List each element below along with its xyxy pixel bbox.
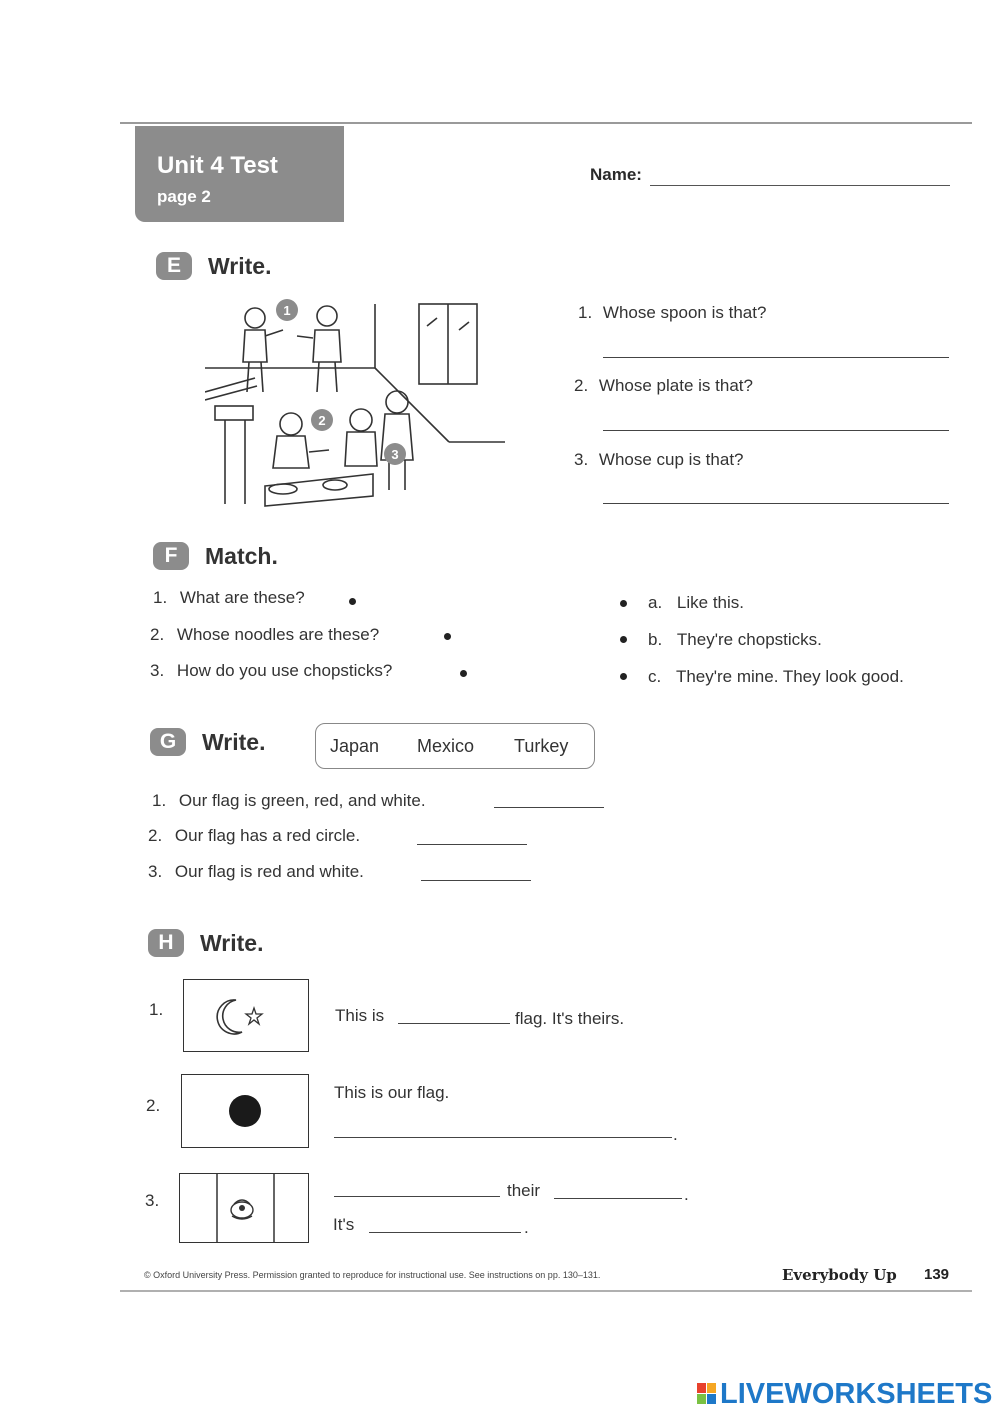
f-right-a bbox=[648, 593, 744, 613]
name-label: Name: bbox=[590, 165, 642, 184]
page-label: page 2 bbox=[157, 187, 211, 206]
g-i3-text: Our flag is red and white. bbox=[174, 862, 364, 881]
crescent-star-icon bbox=[184, 980, 308, 1051]
h-item-3-mid: their bbox=[507, 1181, 541, 1200]
bottom-rule bbox=[120, 1290, 972, 1292]
word-bank bbox=[315, 723, 595, 769]
g-i2-num: 2. bbox=[148, 826, 163, 845]
f-ra-text: Like this. bbox=[676, 593, 745, 612]
section-g-badge: G bbox=[150, 728, 186, 756]
f-l1-text: What are these? bbox=[179, 588, 305, 607]
f-rc-num: c. bbox=[648, 667, 662, 686]
word-japan: Japan bbox=[330, 736, 380, 756]
g-answer-2[interactable] bbox=[417, 844, 527, 845]
f-l3-num: 3. bbox=[150, 661, 165, 680]
word-turkey: Turkey bbox=[514, 736, 569, 756]
g-answer-1[interactable] bbox=[494, 807, 604, 808]
f-rb-text: They're chopsticks. bbox=[676, 630, 822, 649]
f-l3-text: How do you use chopsticks? bbox=[176, 661, 393, 680]
copyright-notice: © Oxford University Press. Permission granted to reproduce for instructional use. See instructions on pp. 130–131. bbox=[144, 1270, 601, 1280]
h-answer-3b[interactable] bbox=[554, 1198, 682, 1199]
h-item-1-post: flag. It's theirs. bbox=[515, 1009, 625, 1028]
e-q1-text: Whose spoon is that? bbox=[602, 303, 767, 322]
word-mexico: Mexico bbox=[417, 736, 475, 756]
e-q2-num: 2. bbox=[574, 376, 589, 395]
mexico-flag bbox=[179, 1173, 309, 1243]
brand-name: Everybody Up bbox=[782, 1266, 897, 1284]
f-l1-num: 1. bbox=[153, 588, 168, 607]
marker-1-label: 1 bbox=[283, 303, 291, 318]
h-answer-3a[interactable] bbox=[334, 1196, 500, 1197]
e-q1-num: 1. bbox=[578, 303, 593, 322]
marker-2-label: 2 bbox=[318, 413, 326, 428]
h-item-3-end: . bbox=[684, 1185, 689, 1204]
h-item-3-num: 3. bbox=[145, 1191, 160, 1210]
liveworksheets-watermark[interactable]: LIVEWORKSHEETS bbox=[720, 1378, 993, 1410]
h-item-3-its: It's bbox=[333, 1215, 355, 1234]
f-right-c-dot[interactable] bbox=[620, 673, 627, 680]
e-question-1 bbox=[578, 303, 766, 323]
g-i1-text: Our flag is green, red, and white. bbox=[178, 791, 426, 810]
name-field[interactable] bbox=[650, 185, 950, 186]
e-q2-text: Whose plate is that? bbox=[598, 376, 753, 395]
section-e-badge: E bbox=[156, 252, 192, 280]
h-answer-3c[interactable] bbox=[369, 1232, 521, 1233]
f-rc-text: They're mine. They look good. bbox=[675, 667, 904, 686]
f-left-1 bbox=[153, 588, 305, 608]
e-question-2 bbox=[574, 376, 753, 396]
red-circle-icon bbox=[182, 1075, 308, 1147]
f-left-1-dot[interactable] bbox=[349, 598, 356, 605]
marker-3-label: 3 bbox=[391, 447, 399, 462]
h-answer-2[interactable] bbox=[334, 1137, 672, 1138]
f-rb-num: b. bbox=[648, 630, 663, 649]
g-answer-3[interactable] bbox=[421, 880, 531, 881]
g-i1-num: 1. bbox=[152, 791, 167, 810]
section-f-badge: F bbox=[153, 542, 189, 570]
g-i3-num: 3. bbox=[148, 862, 163, 881]
liveworksheets-logo-icon bbox=[697, 1383, 717, 1405]
h-answer-1[interactable] bbox=[398, 1023, 510, 1024]
unit-title-box bbox=[135, 126, 344, 222]
top-rule bbox=[120, 122, 972, 124]
e-answer-2[interactable] bbox=[603, 430, 949, 431]
h-item-3-its-end: . bbox=[524, 1218, 529, 1237]
unit-title: Unit 4 Test bbox=[157, 152, 278, 179]
g-item-3 bbox=[148, 862, 364, 882]
e-answer-1[interactable] bbox=[603, 357, 949, 358]
japan-flag bbox=[181, 1074, 309, 1148]
f-l2-text: Whose noodles are these? bbox=[176, 625, 380, 644]
h-item-2-text: This is our flag. bbox=[334, 1083, 450, 1102]
f-right-c bbox=[648, 667, 904, 687]
f-left-3 bbox=[150, 661, 392, 681]
f-left-2-dot[interactable] bbox=[444, 633, 451, 640]
g-item-1 bbox=[152, 791, 426, 811]
section-h-badge: H bbox=[148, 929, 184, 957]
h-item-1-num: 1. bbox=[149, 1000, 164, 1019]
h-item-1-pre: This is bbox=[335, 1006, 385, 1025]
section-g-title: Write. bbox=[202, 729, 266, 755]
dining-room-illustration bbox=[205, 296, 505, 508]
turkey-flag bbox=[183, 979, 309, 1052]
page-number: 139 bbox=[924, 1266, 950, 1283]
f-right-b-dot[interactable] bbox=[620, 636, 627, 643]
e-q3-num: 3. bbox=[574, 450, 589, 469]
g-i2-text: Our flag has a red circle. bbox=[174, 826, 361, 845]
e-q3-text: Whose cup is that? bbox=[598, 450, 744, 469]
f-right-b bbox=[648, 630, 822, 650]
f-left-3-dot[interactable] bbox=[460, 670, 467, 677]
g-item-2 bbox=[148, 826, 360, 846]
eagle-emblem-icon bbox=[180, 1174, 308, 1242]
section-h-title: Write. bbox=[200, 930, 264, 956]
e-question-3 bbox=[574, 450, 744, 470]
f-left-2 bbox=[150, 625, 379, 645]
e-answer-3[interactable] bbox=[603, 503, 949, 504]
section-e-title: Write. bbox=[208, 253, 272, 279]
f-ra-num: a. bbox=[648, 593, 663, 612]
f-l2-num: 2. bbox=[150, 625, 165, 644]
h-item-2-num: 2. bbox=[146, 1096, 161, 1115]
h-item-2-end: . bbox=[673, 1125, 678, 1144]
f-right-a-dot[interactable] bbox=[620, 600, 627, 607]
section-f-title: Match. bbox=[205, 543, 278, 569]
